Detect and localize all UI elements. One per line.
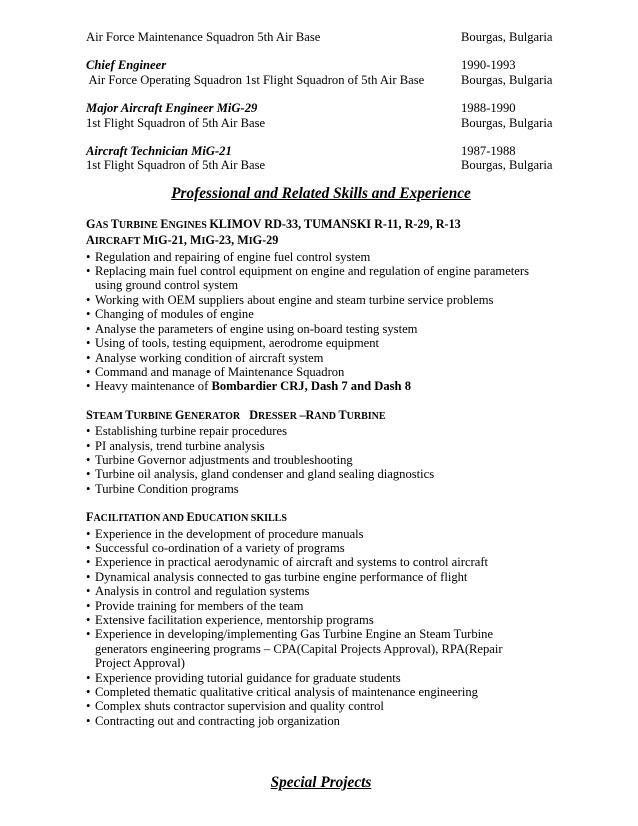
list-item: • Completed thematic qualitative critical analysis of maintenance engineering	[86, 685, 556, 699]
gas-turbine-heading: GAS TURBINE ENGINES KLIMOV RD-33, TUMANSKI R-11, R-29, R-13	[86, 216, 461, 231]
list-item: • Contracting out and contracting job organization	[86, 714, 556, 728]
job-org: 1st Flight Squadron of 5th Air Base	[86, 158, 266, 173]
list-item: • Analysis in control and regulation systems	[86, 584, 556, 598]
list-item: • Using of tools, testing equipment, aerodrome equipment	[86, 336, 556, 350]
list-item: • Experience in developing/implementing Gas Turbine Engine an Steam Turbine generators engineering programs – CPA(Capital Projects Approval), RPA(Repair Project Approval)	[86, 627, 556, 670]
list-item: • Working with OEM suppliers about engine and steam turbine service problems	[86, 293, 556, 307]
job-org-row	[86, 116, 556, 130]
list-item: • Turbine Governor adjustments and troubleshooting	[86, 453, 556, 467]
job-org: Air Force Operating Squadron 1st Flight Squadron of 5th Air Base	[86, 72, 425, 87]
list-item: • Replacing main fuel control equipment on engine and regulation of engine parameters using ground control system	[86, 264, 556, 293]
list-item: • Turbine oil analysis, gland condenser and gland sealing diagnostics	[86, 467, 556, 481]
job-org-row	[86, 73, 556, 87]
steam-turbine-heading: STEAM TURBINE GENERATOR DRESSER –RAND TURBINE	[86, 407, 386, 422]
list-item: • Heavy maintenance of Bombardier CRJ, Dash 7 and Dash 8	[86, 379, 556, 393]
list-item: • Regulation and repairing of engine fuel control system	[86, 250, 556, 264]
spacer	[86, 742, 556, 772]
list-item: • Successful co-ordination of a variety of programs	[86, 541, 556, 555]
facilitation-section	[86, 510, 556, 728]
facilitation-list	[86, 527, 556, 729]
list-item: • Establishing turbine repair procedures	[86, 424, 556, 438]
special-projects-heading: Special Projects	[270, 774, 372, 792]
gas-turbine-list	[86, 250, 556, 394]
job-title: Aircraft Technician MiG-21	[86, 144, 232, 159]
job-location: Bourgas, Bulgaria	[461, 72, 553, 87]
job-org-row	[86, 158, 556, 172]
job-years: 1987-1988	[461, 144, 516, 159]
steam-turbine-list	[86, 424, 556, 496]
job-org: 1st Flight Squadron of 5th Air Base	[86, 115, 266, 130]
job-entry	[86, 101, 556, 130]
list-item: • Command and manage of Maintenance Squadron	[86, 365, 556, 379]
job-entry	[86, 144, 556, 173]
job-years: 1990-1993	[461, 58, 516, 73]
job-location: Bourgas, Bulgaria	[461, 158, 553, 173]
list-item: • PI analysis, trend turbine analysis	[86, 439, 556, 453]
job-entry	[86, 30, 556, 44]
list-item: • Extensive facilitation experience, mentorship programs	[86, 613, 556, 627]
gas-turbine-section	[86, 217, 556, 394]
skills-heading: Professional and Related Skills and Experience	[171, 184, 471, 202]
job-org: Air Force Maintenance Squadron 5th Air Base	[86, 30, 321, 44]
job-title: Major Aircraft Engineer MiG-29	[86, 101, 258, 116]
facilitation-heading: FACILITATION AND EDUCATION SKILLS	[86, 510, 287, 525]
job-title-row	[86, 144, 556, 158]
list-item: • Provide training for members of the team	[86, 599, 556, 613]
steam-turbine-section	[86, 408, 556, 496]
list-item: • Turbine Condition programs	[86, 482, 556, 496]
aircraft-heading: AIRCRAFT MIG-21, MIG-23, MIG-29	[86, 233, 279, 248]
job-title-row	[86, 101, 556, 115]
list-item: • Changing of modules of engine	[86, 307, 556, 321]
job-location: Bourgas, Bulgaria	[461, 115, 553, 130]
list-item: • Experience in the development of procedure manuals	[86, 527, 556, 541]
job-years: 1988-1990	[461, 101, 516, 116]
job-entry	[86, 58, 556, 87]
job-location: Bourgas, Bulgaria	[461, 30, 553, 44]
list-item: • Dynamical analysis connected to gas turbine engine performance of flight	[86, 570, 556, 584]
job-title: Chief Engineer	[86, 58, 167, 73]
list-item: • Complex shuts contractor supervision and quality control	[86, 699, 556, 713]
job-title-row	[86, 58, 556, 72]
resume-page	[86, 30, 556, 806]
list-item: • Analyse the parameters of engine using on-board testing system	[86, 322, 556, 336]
list-item: • Experience in practical aerodynamic of aircraft and systems to control aircraft	[86, 555, 556, 569]
list-item: • Analyse working condition of aircraft system	[86, 351, 556, 365]
job-row	[86, 30, 556, 44]
list-item: • Experience providing tutorial guidance for graduate students	[86, 671, 556, 685]
